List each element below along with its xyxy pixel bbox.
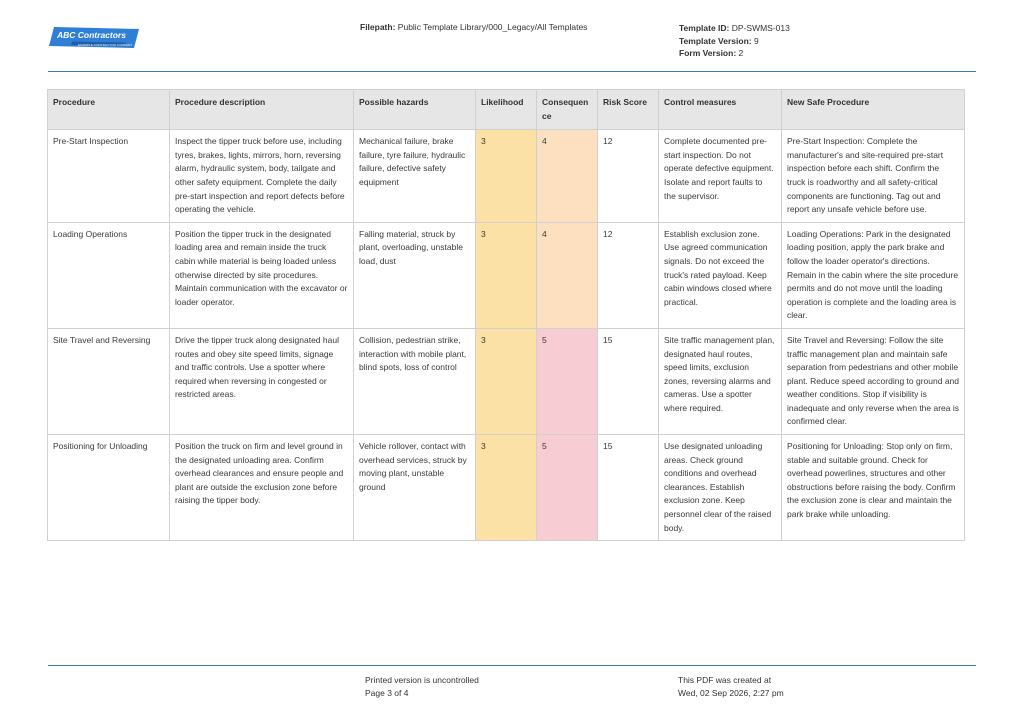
header-description: Procedure description bbox=[170, 90, 354, 130]
created-label: This PDF was created at bbox=[678, 675, 772, 685]
table-row bbox=[48, 435, 965, 541]
footer-divider bbox=[48, 665, 976, 666]
filepath-label: Filepath: bbox=[360, 22, 396, 32]
header-control: Control measures bbox=[659, 90, 782, 130]
cell-control: Complete documented pre-start inspection. Do not operate defective equipment. Isolate and report faults to the supervisor. bbox=[659, 130, 782, 223]
header-divider bbox=[48, 71, 976, 72]
cell-procedure: Loading Operations bbox=[48, 222, 170, 328]
header-risk-score: Risk Score bbox=[598, 90, 659, 130]
template-meta bbox=[679, 22, 790, 60]
form-version-value: 2 bbox=[738, 48, 744, 58]
cell-procedure: Pre-Start Inspection bbox=[48, 130, 170, 223]
uncontrolled-notice: Printed version is uncontrolled bbox=[365, 675, 479, 685]
page-number: Page 3 of 4 bbox=[365, 687, 409, 698]
cell-new-procedure: Positioning for Unloading: Stop only on firm, stable and suitable ground. Check for overhead powerlines, structures and other obstructions before raising the body. Confirm the exclusion zone is clear and maintain the park brake while unloading. bbox=[782, 435, 965, 541]
cell-likelihood: 3 bbox=[476, 435, 537, 541]
header-consequence: Consequence bbox=[537, 90, 598, 130]
form-version bbox=[679, 47, 790, 60]
company-logo bbox=[48, 26, 140, 52]
swms-table bbox=[47, 89, 965, 541]
template-version-value: 9 bbox=[753, 35, 759, 46]
cell-control: Use designated unloading areas. Check ground conditions and overhead clearances. Establish exclusion zone. Keep personnel clear of the raised body. bbox=[659, 435, 782, 541]
template-id-label: Template ID: bbox=[679, 23, 730, 33]
header-likelihood: Likelihood bbox=[476, 90, 537, 130]
header-hazards: Possible hazards bbox=[354, 90, 476, 130]
logo-subtitle: EXAMPLE CONTRACTOR COMPANY bbox=[78, 43, 133, 47]
cell-description: Drive the tipper truck along designated haul routes and obey site speed limits, signage and traffic controls. Use a spotter where required when reversing in congested or restricted areas. bbox=[170, 328, 354, 434]
cell-likelihood: 3 bbox=[476, 222, 537, 328]
filepath-value: Public Template Library/000_Legacy/All Templates bbox=[397, 22, 588, 32]
table-row bbox=[48, 130, 965, 223]
cell-description: Position the tipper truck in the designated loading area and remain inside the truck cabin while material is being loaded unless otherwise directed by site procedures. Maintain communication with the excavator or loader operator. bbox=[170, 222, 354, 328]
footer-right bbox=[678, 674, 784, 699]
cell-new-procedure: Pre-Start Inspection: Complete the manufacturer's and site-required pre-start inspection before each shift. Confirm the truck is roadworthy and all safety-critical components are functioning. Tag out and report any unsafe vehicle before use. bbox=[782, 130, 965, 223]
cell-likelihood: 3 bbox=[476, 328, 537, 434]
table-header-row bbox=[48, 90, 965, 130]
cell-consequence: 4 bbox=[537, 130, 598, 223]
header-new-procedure: New Safe Procedure bbox=[782, 90, 965, 130]
form-version-label: Form Version: bbox=[679, 48, 737, 58]
cell-risk-score: 12 bbox=[598, 222, 659, 328]
cell-consequence: 4 bbox=[537, 222, 598, 328]
cell-likelihood: 3 bbox=[476, 130, 537, 223]
cell-hazards: Collision, pedestrian strike, interaction with mobile plant, blind spots, loss of control bbox=[354, 328, 476, 434]
cell-procedure: Site Travel and Reversing bbox=[48, 328, 170, 434]
table-row bbox=[48, 222, 965, 328]
cell-new-procedure: Site Travel and Reversing: Follow the site traffic management plan and maintain safe separation from pedestrians and other mobile plant. Reduce speed according to ground and weather conditions. Stop if visibility is inadequate and only reverse when the area is confirmed clear. bbox=[782, 328, 965, 434]
cell-procedure: Positioning for Unloading bbox=[48, 435, 170, 541]
template-id bbox=[679, 22, 790, 35]
cell-hazards: Mechanical failure, brake failure, tyre failure, hydraulic failure, defective safety equipment bbox=[354, 130, 476, 223]
cell-consequence: 5 bbox=[537, 435, 598, 541]
cell-new-procedure: Loading Operations: Park in the designated loading position, apply the park brake and follow the loader operator's directions. Remain in the cabin where the site procedure permits and do not move until the loading operation is complete and the loading area is clear. bbox=[782, 222, 965, 328]
cell-control: Site traffic management plan, designated haul routes, speed limits, exclusion zones, reversing alarms and cameras. Use a spotter where required. bbox=[659, 328, 782, 434]
cell-risk-score: 15 bbox=[598, 328, 659, 434]
cell-hazards: Falling material, struck by plant, overloading, unstable load, dust bbox=[354, 222, 476, 328]
cell-risk-score: 12 bbox=[598, 130, 659, 223]
footer-left bbox=[365, 674, 479, 699]
template-id-value: DP-SWMS-013 bbox=[731, 23, 790, 33]
cell-risk-score: 15 bbox=[598, 435, 659, 541]
cell-description: Inspect the tipper truck before use, including tyres, brakes, lights, mirrors, horn, reversing alarm, hydraulic system, body, tailgate and other safety equipment. Complete the daily pre-start inspection and report defects before operating the vehicle. bbox=[170, 130, 354, 223]
template-version bbox=[679, 35, 790, 48]
cell-consequence: 5 bbox=[537, 328, 598, 434]
cell-hazards: Vehicle rollover, contact with overhead services, struck by moving plant, unstable ground bbox=[354, 435, 476, 541]
created-value: Wed, 02 Sep 2026, 2:27 pm bbox=[678, 687, 784, 698]
cell-control: Establish exclusion zone. Use agreed communication signals. Do not exceed the truck's rated payload. Keep cabin windows closed where practical. bbox=[659, 222, 782, 328]
table-row bbox=[48, 328, 965, 434]
header-procedure: Procedure bbox=[48, 90, 170, 130]
logo-title: ABC Contractors bbox=[57, 30, 126, 40]
filepath bbox=[360, 22, 587, 32]
cell-description: Position the truck on firm and level ground in the designated unloading area. Confirm overhead clearances and ensure people and plant are outside the exclusion zone before raising the tipper body. bbox=[170, 435, 354, 541]
template-version-label: Template Version: bbox=[679, 35, 752, 46]
